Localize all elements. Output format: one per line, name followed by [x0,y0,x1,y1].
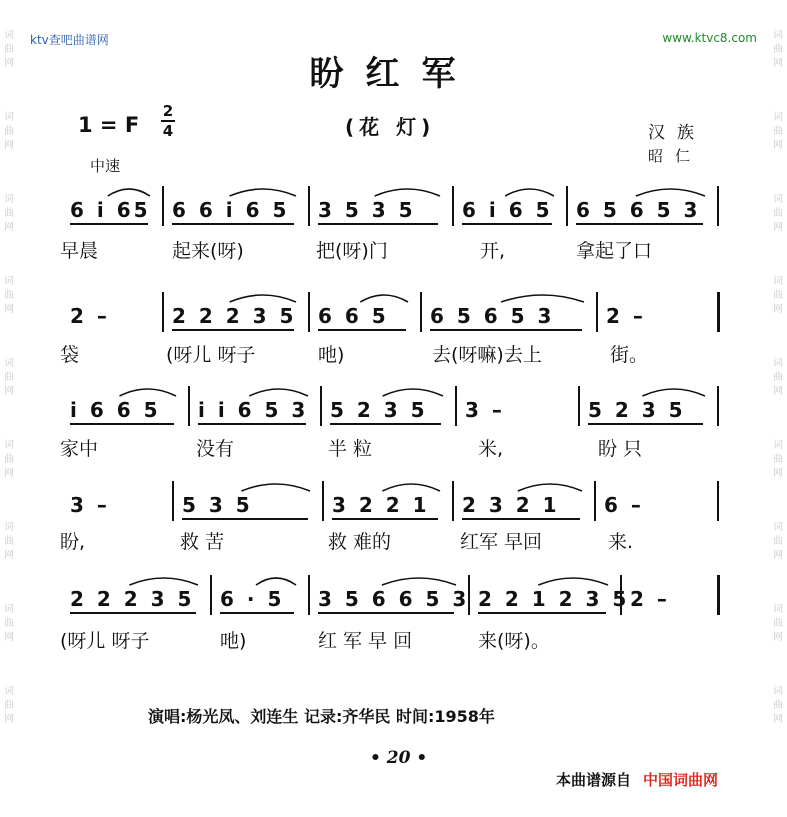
watermark-char: 曲 [4,618,14,629]
side-watermark-right [771,30,785,728]
measure-notes: 6 – [604,493,644,517]
lyric-segment: 吔) [220,630,247,652]
watermark-char: 网 [773,58,783,69]
beam-line [462,223,552,225]
watermark-char: 词 [773,522,783,533]
watermark-char: 曲 [773,126,783,137]
lyric-segment: 把(呀)门 [316,240,388,262]
beam-line [198,423,306,425]
watermark-char: 网 [773,386,783,397]
watermark-char: 曲 [4,536,14,547]
measure-notes: 3 2 2 1 [332,493,430,517]
lyric-segment: 开, [480,240,506,262]
beam-line [330,423,441,425]
measure-notes: 2 – [70,304,110,328]
song-title: 盼红军 [309,54,478,94]
beam-line [172,223,294,225]
site-watermark-left: ktv查吧曲谱网 [30,33,109,47]
lyric-segment: 米, [478,438,504,460]
lyric-segment: 红军 早回 [460,531,543,553]
barline [172,481,174,521]
watermark-char: 词 [4,604,14,615]
watermark-char: 曲 [773,290,783,301]
watermark-char: 曲 [773,44,783,55]
measure-notes: 2 – [630,587,670,611]
measure-notes: 2 – [606,304,646,328]
source-brand: 中国词曲网 [643,771,719,789]
measure-notes: 2 2 2 3 5 [70,587,195,611]
watermark-char: 网 [4,468,14,479]
measure-notes: 6 6 i 6 5 [172,198,290,222]
barline [308,186,310,226]
watermark-char: 曲 [4,290,14,301]
lyric-segment: 家中 [60,438,99,460]
watermark-char: 网 [773,304,783,315]
watermark-char: 曲 [773,618,783,629]
meter-top: 2 [162,102,174,120]
measure-notes: 3 – [465,398,505,422]
site-watermark-right: www.ktvc8.com [662,31,757,45]
watermark-char: 曲 [773,700,783,711]
genre-label: (花 灯) [345,115,436,139]
beam-line [430,329,582,331]
barline [210,575,212,615]
lyric-segment: 吔) [318,344,345,366]
slur-arc [60,292,61,293]
beam-line [462,518,580,520]
measure-notes: 2 3 2 1 [462,493,560,517]
watermark-char: 词 [773,686,783,697]
barline [320,386,322,426]
beam-line [70,612,196,614]
slur-arc [60,481,61,482]
credits: 演唱:杨光凤、刘连生 记录:齐华民 时间:1958年 [148,707,495,726]
beam-line [332,518,438,520]
watermark-char: 网 [4,386,14,397]
watermark-char: 网 [773,714,783,725]
watermark-char: 网 [773,632,783,643]
music-row [60,386,730,426]
measure-notes: 3 5 6 6 5 3 [318,587,470,611]
measure-notes: 6 · 5 [220,587,285,611]
measure-notes: 3 – [70,493,110,517]
watermark-char: 曲 [4,44,14,55]
watermark-char: 网 [4,714,14,725]
watermark-char: 曲 [4,372,14,383]
watermark-char: 曲 [773,536,783,547]
music-row [60,481,730,521]
barline [308,292,310,332]
watermark-char: 词 [4,276,14,287]
beam-line [318,612,454,614]
watermark-char: 词 [773,30,783,41]
source-note [556,769,718,790]
lyric-segment: 半 粒 [328,438,373,460]
watermark-char: 词 [773,112,783,123]
watermark-char: 词 [4,30,14,41]
beam-line [576,223,703,225]
barline [594,481,596,521]
lyric-segment: 早晨 [60,240,99,262]
page-number: • 20 • [370,748,428,768]
measure-notes: 2 2 1 2 3 5 [478,587,630,611]
watermark-char: 网 [4,140,14,151]
watermark-char: 词 [773,440,783,451]
lyric-segment: 来(呀)。 [478,630,550,652]
watermark-char: 网 [4,304,14,315]
watermark-char: 网 [4,550,14,561]
watermark-char: 曲 [4,454,14,465]
measure-notes: 5 2 3 5 [588,398,686,422]
slur-arc [60,386,61,387]
lyric-segment: 来. [608,531,634,553]
barline [162,186,164,226]
barline [717,386,719,426]
watermark-char: 词 [773,604,783,615]
key-signature: 1 = F [78,113,140,137]
beam-line [588,423,703,425]
watermark-char: 网 [4,632,14,643]
watermark-char: 网 [773,140,783,151]
beam-line [182,518,308,520]
barline [455,386,457,426]
watermark-char: 网 [4,58,14,69]
lyric-segment: 没有 [196,438,235,460]
beam-line [318,223,438,225]
barline [717,186,719,226]
watermark-char: 曲 [4,700,14,711]
measure-notes: 5 2 3 5 [330,398,428,422]
measure-notes: i i 6 5 3 [198,398,309,422]
lyric-segment: 盼 只 [598,438,643,460]
measure-notes: 2 2 2 3 5 [172,304,297,328]
beam-line [478,612,606,614]
slur-arc [60,575,61,576]
watermark-char: 曲 [773,454,783,465]
barline [717,481,719,521]
watermark-char: 词 [4,194,14,205]
barline [322,481,324,521]
time-signature [158,103,178,139]
watermark-char: 网 [773,222,783,233]
lyric-segment: 去(呀嘛)去上 [432,344,542,366]
tempo-marking: 中速 [90,157,121,175]
beam-line [172,329,294,331]
measure-notes: 6 i 6 5 [462,198,553,222]
measure-notes: 6 i 65 [70,198,151,222]
measure-notes: 6 5 6 5 3 [430,304,555,328]
lyric-segment: 拿起了口 [576,240,653,262]
lyric-segment: 救 苦 [180,531,225,553]
watermark-char: 词 [773,358,783,369]
meter-bottom: 4 [162,122,174,140]
beam-line [70,423,174,425]
measure-notes: 3 5 3 5 [318,198,416,222]
measure-notes: 5 3 5 [182,493,253,517]
barline [578,386,580,426]
lyric-segment: (呀儿 呀子 [166,344,256,366]
barline [420,292,422,332]
lyric-segment: 救 难的 [328,531,392,553]
barline [188,386,190,426]
lyric-segment: 袋 [60,344,80,366]
barline [452,481,454,521]
watermark-char: 曲 [4,126,14,137]
watermark-char: 词 [4,440,14,451]
measure-notes: 6 6 5 [318,304,389,328]
music-row [60,186,730,226]
ethnic-label: 汉族 [648,123,706,143]
barline [596,292,598,332]
watermark-char: 网 [773,468,783,479]
lyric-segment: 红 军 早 回 [318,630,413,652]
beam-line [70,223,148,225]
slur-arc [60,186,61,187]
lyric-segment: (呀儿 呀子 [60,630,150,652]
barline [162,292,164,332]
watermark-char: 词 [773,194,783,205]
barline [308,575,310,615]
barline [717,575,720,615]
beam-line [318,329,406,331]
side-watermark-left [2,30,16,728]
lyric-segment: 街。 [610,344,649,366]
watermark-char: 词 [4,522,14,533]
watermark-char: 曲 [4,208,14,219]
watermark-char: 词 [4,686,14,697]
music-row [60,292,730,332]
beam-line [220,612,294,614]
watermark-char: 网 [4,222,14,233]
measure-notes: i 6 6 5 [70,398,161,422]
watermark-char: 词 [4,112,14,123]
watermark-char: 曲 [773,372,783,383]
lyric-segment: 盼, [60,531,86,553]
music-row [60,575,730,615]
region-label: 昭仁 [648,147,703,165]
source-label: 本曲谱源自 [556,771,632,789]
watermark-char: 词 [773,276,783,287]
measure-notes: 6 5 6 5 3 [576,198,701,222]
barline [717,292,720,332]
barline [566,186,568,226]
lyric-segment: 起来(呀) [172,240,244,262]
watermark-char: 网 [773,550,783,561]
watermark-char: 曲 [773,208,783,219]
watermark-char: 词 [4,358,14,369]
barline [452,186,454,226]
